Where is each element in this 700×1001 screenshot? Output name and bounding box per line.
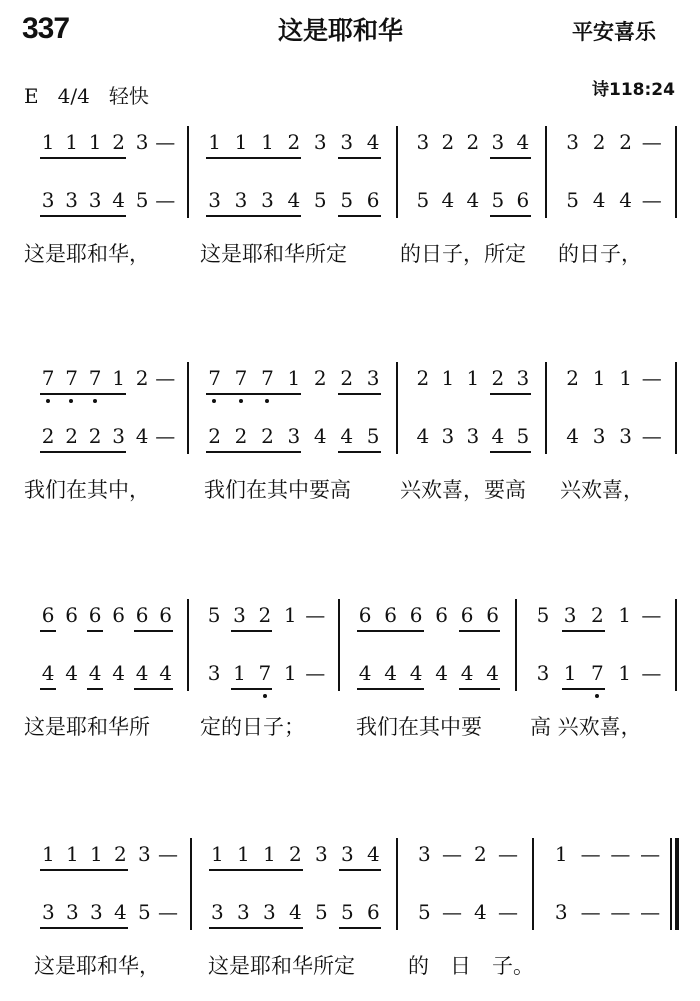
lyric-segment: 我们在其中要	[356, 715, 482, 739]
note: 4	[41, 661, 55, 685]
note: 4	[340, 424, 354, 448]
note: 4	[516, 130, 530, 154]
note: 4	[88, 661, 102, 685]
low-octave-dot	[265, 399, 269, 403]
beam-underline	[338, 451, 380, 453]
note: 2	[41, 424, 55, 448]
note: 3	[619, 424, 632, 448]
lyric-segment: 兴欢喜，	[560, 478, 644, 502]
beam-underline	[87, 688, 103, 690]
note: 5	[138, 900, 151, 924]
beam-underline	[206, 215, 301, 217]
note: 6	[88, 603, 102, 627]
note: 4	[313, 424, 327, 448]
note: 1	[237, 842, 250, 866]
sustain-dash: —	[640, 842, 661, 866]
note: 5	[536, 603, 550, 627]
hymn-title: 这是耶和华	[278, 16, 404, 45]
note: 4	[112, 188, 125, 212]
note: 1	[211, 842, 224, 866]
sustain-dash: —	[155, 424, 176, 448]
note: 5	[491, 188, 505, 212]
note: 1	[563, 661, 577, 685]
note: 5	[566, 188, 579, 212]
note: 2	[566, 366, 579, 390]
sustain-dash: —	[610, 842, 631, 866]
note: 4	[592, 188, 606, 212]
beam-underline	[134, 688, 174, 690]
beam-underline	[338, 157, 380, 159]
note: 6	[358, 603, 372, 627]
note: 7	[41, 366, 55, 390]
note: 2	[261, 424, 274, 448]
sustain-dash: —	[442, 900, 462, 924]
note: 4	[486, 661, 499, 685]
note: 2	[340, 366, 354, 390]
barline	[187, 599, 189, 691]
note: 2	[135, 366, 149, 390]
note: 2	[491, 366, 505, 390]
beam-underline	[231, 630, 272, 632]
note: 3	[135, 130, 149, 154]
note: 1	[42, 842, 55, 866]
note: 3	[263, 900, 276, 924]
beam-underline	[87, 630, 103, 632]
note: 2	[208, 424, 221, 448]
beam-underline	[40, 869, 128, 871]
note: 6	[367, 900, 380, 924]
note: 2	[114, 842, 127, 866]
note: 7	[591, 661, 604, 685]
note: 3	[88, 188, 102, 212]
note: 1	[618, 603, 631, 627]
note: 4	[112, 661, 125, 685]
note: 3	[90, 900, 103, 924]
note: 6	[112, 603, 125, 627]
note: 4	[566, 424, 579, 448]
note: 4	[441, 188, 455, 212]
sustain-dash: —	[305, 603, 326, 627]
note: 6	[41, 603, 55, 627]
note: 3	[418, 842, 431, 866]
note: 4	[367, 842, 380, 866]
note: 3	[208, 188, 221, 212]
note: 7	[208, 366, 221, 390]
sustain-dash: —	[498, 842, 518, 866]
note: 4	[466, 188, 480, 212]
note: 2	[112, 130, 125, 154]
collection-name: 平安喜乐	[572, 20, 656, 44]
beam-underline	[40, 927, 128, 929]
note: 4	[491, 424, 505, 448]
low-octave-dot	[239, 399, 243, 403]
note: 4	[358, 661, 372, 685]
note: 1	[233, 661, 246, 685]
final-barline-thick	[675, 838, 679, 930]
beam-underline	[40, 215, 127, 217]
lyric-segment: 我们在其中，	[24, 478, 150, 502]
note: 6	[159, 603, 172, 627]
note: 1	[208, 130, 221, 154]
beam-underline	[206, 393, 301, 395]
note: 4	[366, 130, 380, 154]
note: 3	[234, 188, 248, 212]
low-octave-dot	[69, 399, 73, 403]
low-octave-dot	[263, 694, 267, 698]
note: 2	[65, 424, 78, 448]
beam-underline	[339, 927, 381, 929]
beam-underline	[206, 157, 301, 159]
sustain-dash: —	[580, 842, 601, 866]
low-octave-dot	[93, 399, 97, 403]
note: 5	[416, 188, 430, 212]
lyric-segment: 兴欢喜，要高	[400, 478, 526, 502]
beam-underline	[209, 869, 303, 871]
sustain-dash: —	[155, 130, 176, 154]
note: 3	[466, 424, 480, 448]
final-barline-thin	[670, 838, 672, 930]
note: 7	[234, 366, 248, 390]
note: 3	[366, 366, 380, 390]
note: 3	[66, 900, 79, 924]
beam-underline	[209, 927, 303, 929]
sustain-dash: —	[641, 661, 662, 685]
note: 7	[258, 661, 272, 685]
beam-underline	[134, 630, 174, 632]
sustain-dash: —	[580, 900, 601, 924]
note: 4	[289, 900, 302, 924]
note: 3	[211, 900, 224, 924]
sustain-dash: —	[158, 900, 178, 924]
note: 2	[591, 603, 604, 627]
note: 3	[138, 842, 151, 866]
note: 3	[441, 424, 455, 448]
beam-underline	[206, 451, 301, 453]
beam-underline	[40, 157, 127, 159]
sustain-dash: —	[641, 424, 662, 448]
note: 3	[554, 900, 568, 924]
barline	[515, 599, 517, 691]
sustain-dash: —	[640, 900, 661, 924]
beam-underline	[231, 688, 272, 690]
beam-underline	[562, 688, 605, 690]
note: 3	[340, 130, 354, 154]
note: 3	[42, 900, 55, 924]
note: 4	[384, 661, 397, 685]
lyric-segment: 我们在其中要高	[204, 478, 351, 502]
barline	[532, 838, 534, 930]
note: 3	[41, 188, 55, 212]
beam-underline	[338, 215, 380, 217]
note: 1	[65, 130, 78, 154]
note: 4	[409, 661, 423, 685]
barline	[675, 126, 677, 218]
note: 4	[135, 424, 149, 448]
sustain-dash: —	[158, 842, 178, 866]
note: 2	[289, 842, 302, 866]
note: 2	[258, 603, 272, 627]
lyric-segment: 定的日子；	[200, 715, 305, 739]
note: 3	[491, 130, 505, 154]
barline	[190, 838, 192, 930]
barline	[545, 362, 547, 454]
note: 5	[315, 900, 328, 924]
note: 5	[516, 424, 530, 448]
note: 2	[592, 130, 606, 154]
sustain-dash: —	[498, 900, 518, 924]
note: 1	[554, 842, 568, 866]
beam-underline	[490, 157, 531, 159]
note: 3	[261, 188, 274, 212]
note: 1	[592, 366, 606, 390]
hymn-number: 337	[22, 12, 70, 45]
lyric-segment: 这是耶和华所	[24, 715, 150, 739]
note: 3	[112, 424, 125, 448]
barline	[396, 126, 398, 218]
note: 1	[283, 603, 297, 627]
sustain-dash: —	[305, 661, 326, 685]
sustain-dash: —	[610, 900, 631, 924]
lyric-segment: 这是耶和华，	[24, 242, 150, 266]
note: 2	[416, 366, 430, 390]
note: 7	[261, 366, 274, 390]
note: 1	[263, 842, 276, 866]
barline	[338, 599, 340, 691]
barline	[396, 838, 398, 930]
note: 6	[135, 603, 149, 627]
beam-underline	[357, 630, 424, 632]
note: 4	[135, 661, 149, 685]
note: 1	[112, 366, 125, 390]
note: 1	[283, 661, 297, 685]
note: 4	[474, 900, 487, 924]
note: 1	[618, 661, 631, 685]
note: 6	[486, 603, 499, 627]
note: 2	[619, 130, 632, 154]
note: 3	[516, 366, 530, 390]
sustain-dash: —	[155, 366, 176, 390]
note: 4	[114, 900, 127, 924]
note: 5	[366, 424, 380, 448]
note: 2	[88, 424, 102, 448]
key-time-tempo: E 4/4 轻快	[24, 84, 149, 108]
note: 6	[384, 603, 397, 627]
note: 3	[237, 900, 250, 924]
note: 2	[313, 366, 327, 390]
beam-underline	[459, 688, 501, 690]
note: 4	[287, 188, 301, 212]
beam-underline	[459, 630, 501, 632]
note: 6	[409, 603, 423, 627]
note: 6	[516, 188, 530, 212]
note: 3	[341, 842, 354, 866]
beam-underline	[357, 688, 424, 690]
barline	[187, 362, 189, 454]
note: 3	[416, 130, 430, 154]
note: 3	[536, 661, 550, 685]
beam-underline	[40, 393, 127, 395]
low-octave-dot	[595, 694, 599, 698]
beam-underline	[562, 630, 605, 632]
sustain-dash: —	[641, 188, 662, 212]
note: 1	[41, 130, 55, 154]
barline	[187, 126, 189, 218]
beam-underline	[40, 688, 56, 690]
note: 3	[315, 842, 328, 866]
note: 6	[366, 188, 380, 212]
sustain-dash: —	[641, 603, 662, 627]
note: 3	[566, 130, 579, 154]
note: 4	[619, 188, 632, 212]
lyric-segment: 这是耶和华所定	[200, 242, 347, 266]
scripture-reference: 诗118:24	[592, 80, 675, 100]
lyric-segment: 的日子，所定	[400, 242, 526, 266]
sustain-dash: —	[641, 366, 662, 390]
note: 5	[313, 188, 327, 212]
note: 4	[435, 661, 448, 685]
note: 1	[66, 842, 79, 866]
barline	[675, 599, 677, 691]
beam-underline	[339, 869, 381, 871]
note: 1	[441, 366, 455, 390]
lyric-segment: 的 日 子。	[408, 954, 534, 978]
note: 3	[563, 603, 577, 627]
lyric-segment: 的日子，	[558, 242, 642, 266]
note: 2	[441, 130, 455, 154]
note: 6	[65, 603, 78, 627]
note: 2	[287, 130, 301, 154]
note: 1	[88, 130, 102, 154]
note: 4	[416, 424, 430, 448]
note: 1	[261, 130, 274, 154]
note: 1	[619, 366, 632, 390]
beam-underline	[40, 630, 56, 632]
note: 7	[65, 366, 78, 390]
note: 5	[340, 188, 354, 212]
note: 5	[341, 900, 354, 924]
lyric-segment: 这是耶和华，	[34, 954, 160, 978]
note: 7	[88, 366, 102, 390]
barline	[545, 126, 547, 218]
low-octave-dot	[46, 399, 50, 403]
note: 3	[65, 188, 78, 212]
note: 2	[466, 130, 480, 154]
note: 6	[460, 603, 474, 627]
note: 6	[435, 603, 448, 627]
sustain-dash: —	[155, 188, 176, 212]
note: 3	[592, 424, 606, 448]
sustain-dash: —	[641, 130, 662, 154]
note: 1	[234, 130, 248, 154]
sustain-dash: —	[442, 842, 462, 866]
note: 3	[287, 424, 301, 448]
note: 1	[466, 366, 480, 390]
note: 4	[65, 661, 78, 685]
note: 2	[234, 424, 248, 448]
note: 4	[460, 661, 474, 685]
barline	[396, 362, 398, 454]
beam-underline	[338, 393, 380, 395]
note: 3	[313, 130, 327, 154]
note: 5	[207, 603, 221, 627]
barline	[675, 362, 677, 454]
beam-underline	[490, 215, 531, 217]
low-octave-dot	[212, 399, 216, 403]
note: 3	[233, 603, 246, 627]
note: 3	[207, 661, 221, 685]
note: 2	[474, 842, 487, 866]
beam-underline	[490, 451, 531, 453]
lyric-segment: 高 兴欢喜，	[530, 715, 642, 739]
note: 5	[135, 188, 149, 212]
beam-underline	[40, 451, 127, 453]
beam-underline	[490, 393, 531, 395]
note: 4	[159, 661, 172, 685]
note: 1	[287, 366, 301, 390]
lyric-segment: 这是耶和华所定	[208, 954, 355, 978]
note: 5	[418, 900, 431, 924]
note: 1	[90, 842, 103, 866]
